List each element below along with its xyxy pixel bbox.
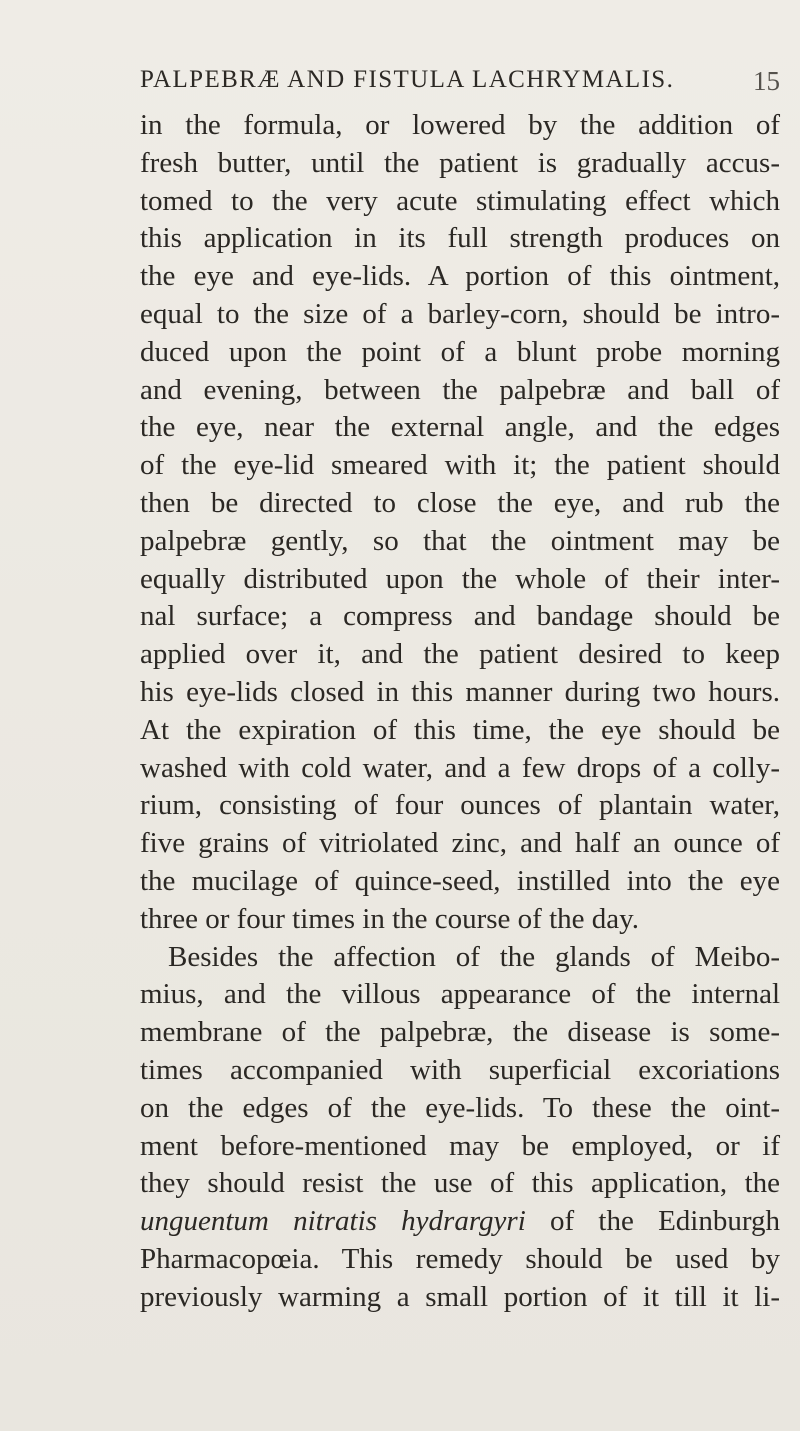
text-line: then be directed to close the eye, and rub the	[140, 486, 780, 519]
text-line: they should resist the use of this application, the	[140, 1167, 780, 1200]
text-line: times accompanied with superficial excoriations	[140, 1053, 780, 1086]
text-line: applied over it, and the patient desired to keep	[140, 638, 780, 671]
text-line: duced upon the point of a blunt probe morning	[140, 335, 780, 368]
text-line: in the formula, or lowered by the addition of	[140, 109, 780, 141]
text-line: and evening, between the palpebræ and ball of	[140, 373, 780, 406]
text-line: Besides the affection of the glands of Meibo-	[168, 940, 780, 973]
text-line: on the edges of the eye-lids. To these the oint-	[140, 1091, 780, 1124]
text-line: Pharmacopœia. This remedy should be used by	[140, 1242, 780, 1275]
text-line: previously warming a small portion of it till it li-	[140, 1280, 780, 1313]
text-line: At the expiration of this time, the eye should be	[140, 713, 780, 746]
text-line: tomed to the very acute stimulating effect which	[140, 184, 780, 217]
body-text	[140, 107, 780, 1317]
text-line: mius, and the villous appearance of the internal	[140, 978, 780, 1011]
text-line: membrane of the palpebræ, the disease is some-	[140, 1016, 780, 1049]
text-line: this application in its full strength produces on	[140, 222, 780, 255]
text-line: rium, consisting of four ounces of plantain water,	[140, 789, 780, 822]
text-line: the eye and eye-lids. A portion of this ointment,	[140, 260, 780, 293]
text-line: five grains of vitriolated zinc, and half an ounce of	[140, 827, 780, 860]
text-line: nal surface; a compress and bandage should be	[140, 600, 780, 633]
text-line: equally distributed upon the whole of their inter-	[140, 562, 780, 595]
latin-remedy-name: unguentum nitratis hydrargyri	[140, 1205, 526, 1238]
text-line: the eye, near the external angle, and the edges	[140, 411, 780, 444]
page-number: 15	[753, 66, 780, 96]
running-title: PALPEBRÆ AND FISTULA LACHRYMALIS.	[140, 66, 675, 93]
running-head	[140, 66, 780, 106]
text-line	[140, 1203, 780, 1241]
text-line: three or four times in the course of the day.	[140, 902, 640, 935]
text-line: palpebræ gently, so that the ointment may be	[140, 524, 780, 557]
text-line: fresh butter, until the patient is gradually accus-	[140, 146, 780, 179]
text-line: the mucilage of quince-seed, instilled into the eye	[140, 864, 780, 897]
text-line: equal to the size of a barley-corn, should be intro-	[140, 297, 780, 330]
text-line: of the eye-lid smeared with it; the patient should	[140, 449, 780, 482]
text-line: washed with cold water, and a few drops of a colly-	[140, 751, 780, 784]
text-line: ment before-mentioned may be employed, or if	[140, 1129, 780, 1162]
text-line: his eye-lids closed in this manner during two hours.	[140, 675, 780, 708]
text-line-rest: of the Edinburgh	[525, 1205, 780, 1238]
